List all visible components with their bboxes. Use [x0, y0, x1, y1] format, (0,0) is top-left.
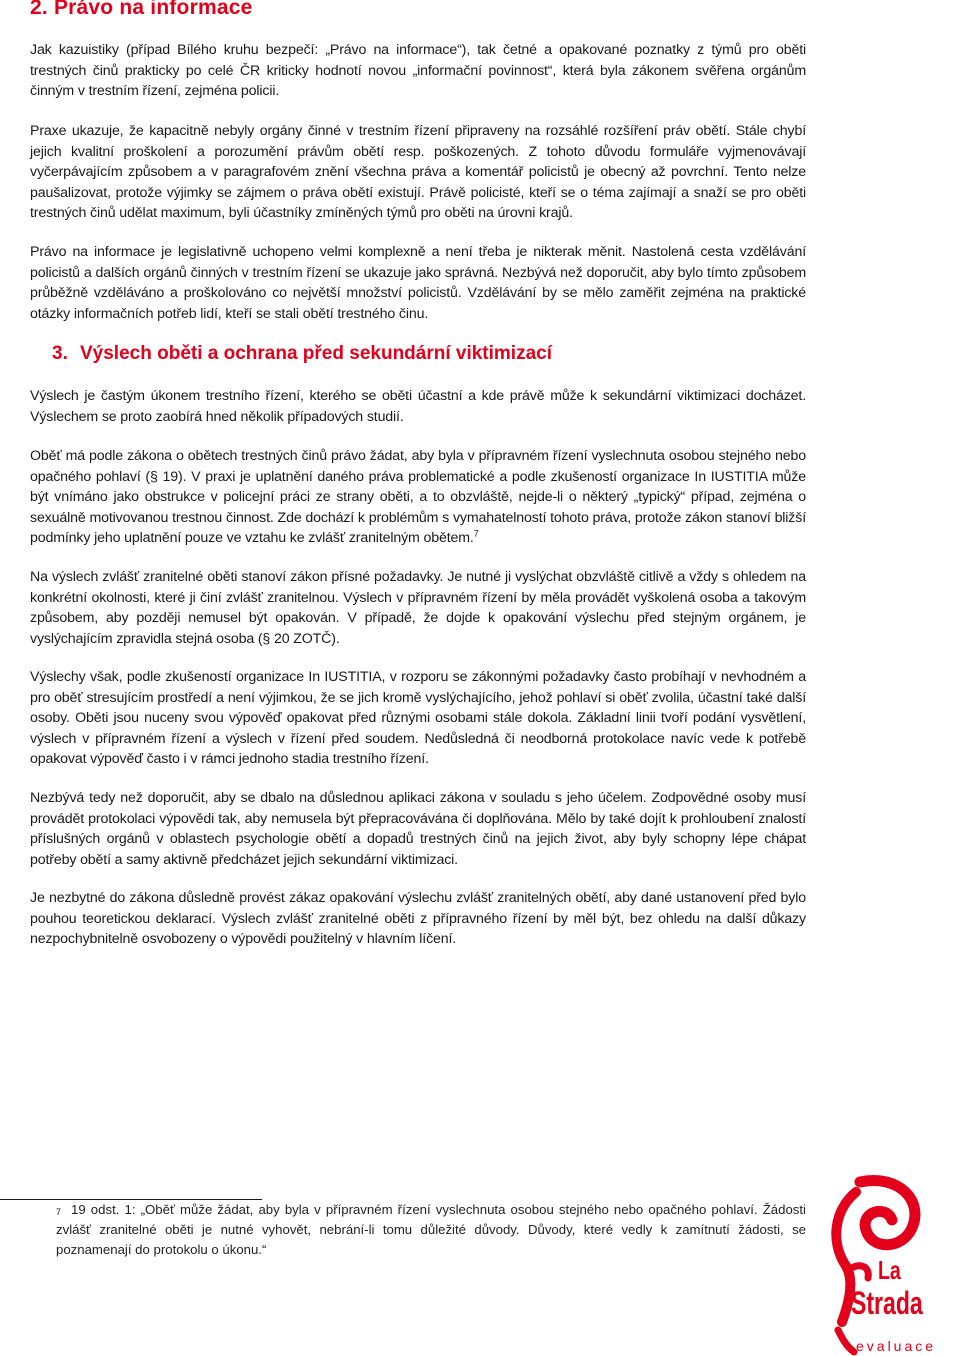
s2-paragraph-1: Jak kazuistiky (případ Bílého kruhu bezpečí: „Právo na informace“), tak četné a opakované poznatky z týmů pro oběti trestných činů prakticky po celé ČR kriticky hodnotí novou „informační povinnost“, která byla zákonem svěřena orgánům činným v trestním řízení, zejména policii. — [30, 42, 806, 99]
s3-paragraph-4: Výslechy však, podle zkušeností organizace In IUSTITIA, v rozporu se zákonnými požadavky často probíhají v nevhodném a pro oběť stresujícím prostředí a není výjimkou, že se jich kromě vyslýchajícího, jehož pohlaví si oběť zvolila, účastní také další osoby. Oběti jsou nuceny svou výpověď opakovat před různými osobami stále dokola. Základní linii tvoří podání vysvětlení, výslech v přípravném řízení a výslech v řízení před soudem. Nedůsledná či neodborná protokolace navíc vede k potřebě opakovat výpověď často i v rámci jednoho stadia trestního řízení. — [30, 669, 806, 767]
logo-text-strada: Strada — [851, 1285, 923, 1321]
s3-paragraph-2-text: Oběť má podle zákona o obětech trestných činů právo žádat, aby byla v přípravném řízení vyslechnuta osobou stejného nebo opačného pohlaví (§ 19). V praxi je uplatnění daného práva problematické a podle zkušeností organizace In IUSTITIA může být vnímáno jako obstrukce v policejní práci ze strany oběti, a to obzvláště, nejde-li o některý „typický“ případ, zejména o sexuálně motivovanou trestnou činnost. Zde dochází k problémům s vymahatelností tohoto práva, protože zákon stanoví bližší podmínky jeho uplatnění pouze ve vztahu ke zvlášť zranitelným obětem. — [30, 448, 806, 546]
footnote-reference: 7 — [473, 528, 479, 539]
logo-text-la: La — [878, 1255, 901, 1285]
section-3-heading — [52, 343, 552, 365]
footnote-number: 7 — [56, 1207, 62, 1217]
section-3-title: Výslech oběti a ochrana před sekundární viktimizací — [80, 343, 553, 364]
s3-paragraph-6: Je nezbytné do zákona důsledně provést zákaz opakování výslechu zvlášť zranitelných obětí, aby dané ustanovení před bylo pouhou teoretickou deklarací. Výslech zvlášť zranitelné oběti z přípravného řízení by měl být, bez ohledu na další důkazy nezpochybnitelně osvobozeny o výpovědi použitelný v hlavním líčení. — [30, 890, 806, 947]
s3-paragraph-1: Výslech je častým úkonem trestního řízení, kterého se oběti účastní a kde právě může k sekundární viktimizaci docházet. Výslechem se proto zaobírá hned několik případových studií. — [30, 388, 806, 425]
s3-paragraph-5: Nezbývá tedy než doporučit, aby se dbalo na důslednou aplikaci zákona v souladu s jeho účelem. Zodpovědné osoby musí provádět protokolaci výpovědi tak, aby nemusela být přepracovávána či doplňována. Mělo by také dojít k prohloubení znalostí příslušných orgánů v oblastech psychologie obětí a dopadů trestných činů na jejich život, aby byly schopny lépe chápat potřeby obětí a samy aktivně předcházet jejich sekundární viktimizaci. — [30, 790, 806, 868]
s3-paragraph-2 — [30, 446, 806, 549]
s3-paragraph-3: Na výslech zvlášť zranitelné oběti stanoví zákon přísné požadavky. Je nutné ji vyslýchat obzvláště citlivě a vždy s ohledem na konkrétní okolnosti, které ji činí zvlášť zranitelnou. Výslech v přípravném řízení by měla provádět vyškolená osoba a takovým způsobem, aby později nemusel být opakován. V případě, že dojde k opakování výslechu před stejným orgánem, je vyslýchajícím zpravidla stejná osoba (§ 20 ZOTČ). — [30, 569, 806, 647]
s2-paragraph-2: Praxe ukazuje, že kapacitně nebyly orgány činné v trestním řízení připraveny na rozsáhlé rozšíření práv obětí. Stále chybí jejich kvalitní proškolení a porozumění právům obětí resp. poškozených. Z tohoto důvodu formuláře vyjmenovávají vyčerpávajícím způsobem a v paragrafovém znění všechna práva a komentář policistů je obecný až povrchní. Tento nelze paušalizovat, protože výjimky se zájmem o práva obětí existují. Právě policisté, kteří se o téma zajímají a snaží se pro oběti trestných činů udělat maximum, byli účastníky zmíněných týmů pro oběti na úrovni krajů. — [30, 123, 806, 221]
s2-paragraph-3: Právo na informace je legislativně uchopeno velmi komplexně a není třeba je nikterak měnit. Nastolená cesta vzdělávání policistů a dalších orgánů činných v trestním řízení se ukazuje jako správná. Nezbývá než doporučit, aby bylo tímto způsobem průběžně vzděláváno a proškolováno co největší množství policistů. Vzdělávání by se mělo zaměřit zejména na praktické otázky informačních potřeb lidí, kteří se stali obětí trestného činu. — [30, 244, 806, 322]
logo-subtitle: evaluace — [856, 1338, 937, 1354]
section-3-number: 3. — [52, 343, 68, 364]
footnote — [56, 1200, 806, 1260]
footnote-text: 19 odst. 1: „Oběť může žádat, aby byla v přípravném řízení vyslechnuta osobou stejného nebo opačného pohlaví. Žádosti zvlášť zranitelné oběti je nutné vyhovět, nebrání-li tomu důležité důvody. Důvody, které vedly k zamítnutí žádosti, se poznamenají do protokolu o úkonu.“ — [56, 1202, 806, 1257]
section-2-heading: 2. Právo na informace — [30, 0, 253, 19]
